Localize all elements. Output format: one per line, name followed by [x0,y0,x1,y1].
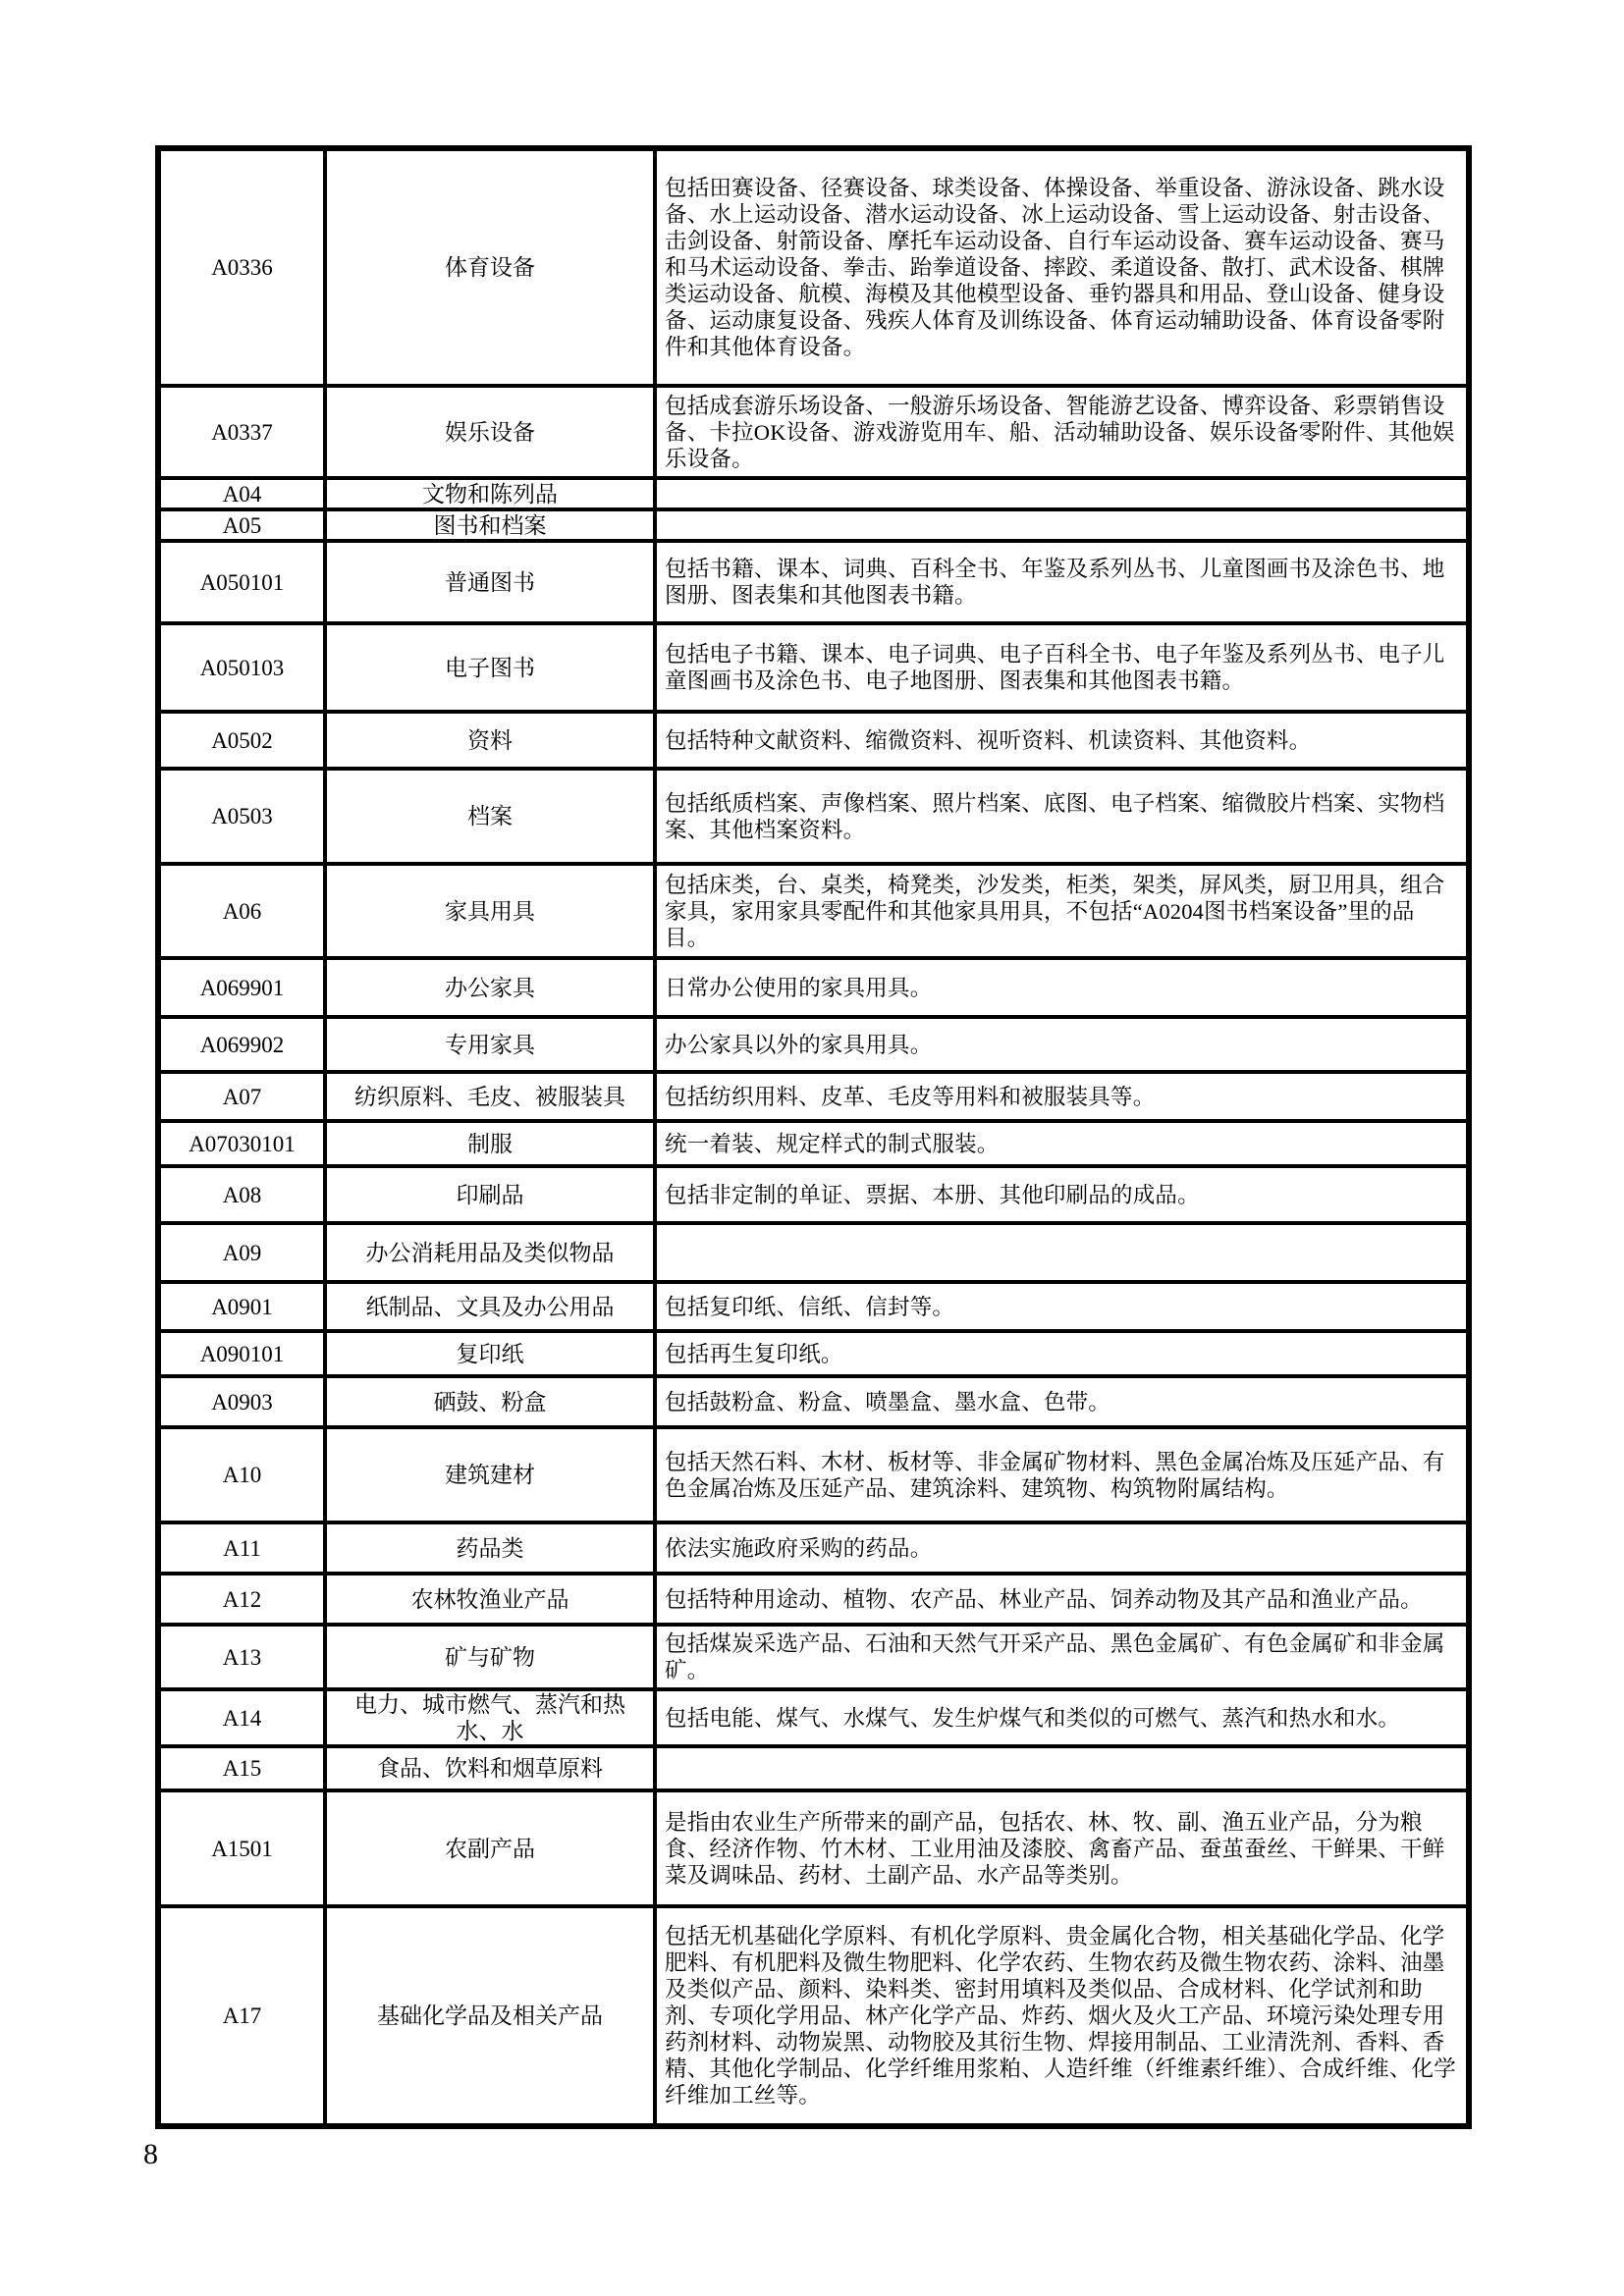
table-row [158,1574,1469,1625]
table-row [158,541,1469,623]
name-cell: 体育设备 [325,148,655,386]
table-row [158,1376,1469,1427]
table-row [158,1790,1469,1906]
description-cell: 包括特种用途动、植物、农产品、林业产品、饲养动物及其产品和渔业产品。 [655,1574,1469,1625]
description-cell: 包括鼓粉盒、粉盒、喷墨盒、墨水盒、色带。 [655,1376,1469,1427]
name-cell: 食品、饮料和烟草原料 [325,1746,655,1790]
table-row [158,769,1469,864]
table-row [158,386,1469,478]
name-cell: 纸制品、文具及办公用品 [325,1282,655,1331]
table-row [158,623,1469,712]
name-cell: 纺织原料、毛皮、被服装具 [325,1072,655,1121]
table-row [158,958,1469,1017]
code-cell: A0903 [158,1376,325,1427]
name-cell: 电力、城市燃气、蒸汽和热水、水 [325,1689,655,1746]
name-cell: 办公家具 [325,958,655,1017]
description-cell [655,1223,1469,1282]
name-cell: 农副产品 [325,1790,655,1906]
table-row [158,1522,1469,1574]
code-cell: A1501 [158,1790,325,1906]
name-cell: 复印纸 [325,1331,655,1376]
table-row [158,712,1469,769]
table-row [158,1072,1469,1121]
code-cell: A069901 [158,958,325,1017]
code-cell: A11 [158,1522,325,1574]
name-cell: 家具用具 [325,864,655,958]
description-cell: 依法实施政府采购的药品。 [655,1522,1469,1574]
classification-table [155,145,1472,2129]
code-cell: A090101 [158,1331,325,1376]
table-row [158,478,1469,509]
description-cell [655,509,1469,541]
description-cell: 包括电子书籍、课本、电子词典、电子百科全书、电子年鉴及系列丛书、电子儿童图画书及涂色书、电子地图册、图表集和其他图表书籍。 [655,623,1469,712]
name-cell: 图书和档案 [325,509,655,541]
table-row [158,1906,1469,2126]
code-cell: A05 [158,509,325,541]
code-cell: A17 [158,1906,325,2126]
description-cell: 包括再生复印纸。 [655,1331,1469,1376]
name-cell: 普通图书 [325,541,655,623]
name-cell: 资料 [325,712,655,769]
code-cell: A14 [158,1689,325,1746]
description-cell: 包括纸质档案、声像档案、照片档案、底图、电子档案、缩微胶片档案、实物档案、其他档案资料。 [655,769,1469,864]
table-row [158,1223,1469,1282]
table-row [158,1427,1469,1522]
table-row [158,509,1469,541]
description-cell: 统一着装、规定样式的制式服装。 [655,1121,1469,1166]
description-cell: 是指由农业生产所带来的副产品，包括农、林、牧、副、渔五业产品，分为粮食、经济作物、竹木材、工业用油及漆胶、禽畜产品、蚕茧蚕丝、干鲜果、干鲜菜及调味品、药材、土副产品、水产品等类别。 [655,1790,1469,1906]
name-cell: 文物和陈列品 [325,478,655,509]
table-row [158,1121,1469,1166]
code-cell: A12 [158,1574,325,1625]
table-row [158,1746,1469,1790]
code-cell: A09 [158,1223,325,1282]
code-cell: A15 [158,1746,325,1790]
description-cell: 包括非定制的单证、票据、本册、其他印刷品的成品。 [655,1166,1469,1223]
table-row [158,1166,1469,1223]
description-cell: 包括田赛设备、径赛设备、球类设备、体操设备、举重设备、游泳设备、跳水设备、水上运动设备、潜水运动设备、冰上运动设备、雪上运动设备、射击设备、击剑设备、射箭设备、摩托车运动设备、自行车运动设备、赛车运动设备、赛马和马术运动设备、拳击、跆拳道设备、摔跤、柔道设备、散打、武术设备、棋牌类运动设备、航模、海模及其他模型设备、垂钓器具和用品、登山设备、健身设备、运动康复设备、残疾人体育及训练设备、体育运动辅助设备、体育设备零附件和其他体育设备。 [655,148,1469,386]
name-cell: 电子图书 [325,623,655,712]
code-cell: A050103 [158,623,325,712]
code-cell: A0337 [158,386,325,478]
description-cell: 办公家具以外的家具用具。 [655,1017,1469,1072]
name-cell: 办公消耗用品及类似物品 [325,1223,655,1282]
table-row [158,1689,1469,1746]
code-cell: A04 [158,478,325,509]
code-cell: A0503 [158,769,325,864]
table-row [158,1282,1469,1331]
name-cell: 制服 [325,1121,655,1166]
code-cell: A0336 [158,148,325,386]
table-row [158,148,1469,386]
code-cell: A050101 [158,541,325,623]
page-number: 8 [143,2138,158,2170]
description-cell: 包括复印纸、信纸、信封等。 [655,1282,1469,1331]
name-cell: 专用家具 [325,1017,655,1072]
name-cell: 建筑建材 [325,1427,655,1522]
name-cell: 药品类 [325,1522,655,1574]
code-cell: A0502 [158,712,325,769]
description-cell: 包括书籍、课本、词典、百科全书、年鉴及系列丛书、儿童图画书及涂色书、地图册、图表集和其他图表书籍。 [655,541,1469,623]
code-cell: A07030101 [158,1121,325,1166]
table-row [158,1017,1469,1072]
name-cell: 硒鼓、粉盒 [325,1376,655,1427]
description-cell [655,1746,1469,1790]
table-row [158,864,1469,958]
code-cell: A06 [158,864,325,958]
description-cell: 包括无机基础化学原料、有机化学原料、贵金属化合物，相关基础化学品、化学肥料、有机肥料及微生物肥料、化学农药、生物农药及微生物农药、涂料、油墨及类似产品、颜料、染料类、密封用填料及类似品、合成材料、化学试剂和助剂、专项化学用品、林产化学产品、炸药、烟火及火工产品、环境污染处理专用药剂材料、动物炭黑、动物胶及其衍生物、焊接用制品、工业清洗剂、香料、香精、其他化学制品、化学纤维用浆粕、人造纤维（纤维素纤维）、合成纤维、化学纤维加工丝等。 [655,1906,1469,2126]
name-cell: 娱乐设备 [325,386,655,478]
description-cell: 包括成套游乐场设备、一般游乐场设备、智能游艺设备、博弈设备、彩票销售设备、卡拉OK设备、游戏游览用车、船、活动辅助设备、娱乐设备零附件、其他娱乐设备。 [655,386,1469,478]
description-cell: 包括电能、煤气、水煤气、发生炉煤气和类似的可燃气、蒸汽和热水和水。 [655,1689,1469,1746]
description-cell: 包括床类，台、桌类，椅凳类，沙发类，柜类，架类，屏风类，厨卫用具，组合家具，家用家具零配件和其他家具用具，不包括“A0204图书档案设备”里的品目。 [655,864,1469,958]
description-cell: 包括天然石料、木材、板材等、非金属矿物材料、黑色金属冶炼及压延产品、有色金属冶炼及压延产品、建筑涂料、建筑物、构筑物附属结构。 [655,1427,1469,1522]
description-cell [655,478,1469,509]
code-cell: A0901 [158,1282,325,1331]
table-row [158,1331,1469,1376]
description-cell: 包括煤炭采选产品、石油和天然气开采产品、黑色金属矿、有色金属矿和非金属矿。 [655,1625,1469,1689]
description-cell: 包括纺织用料、皮革、毛皮等用料和被服装具等。 [655,1072,1469,1121]
name-cell: 农林牧渔业产品 [325,1574,655,1625]
code-cell: A10 [158,1427,325,1522]
code-cell: A13 [158,1625,325,1689]
description-cell: 包括特种文献资料、缩微资料、视听资料、机读资料、其他资料。 [655,712,1469,769]
code-cell: A08 [158,1166,325,1223]
name-cell: 档案 [325,769,655,864]
name-cell: 基础化学品及相关产品 [325,1906,655,2126]
code-cell: A07 [158,1072,325,1121]
table-row [158,1625,1469,1689]
code-cell: A069902 [158,1017,325,1072]
name-cell: 矿与矿物 [325,1625,655,1689]
description-cell: 日常办公使用的家具用具。 [655,958,1469,1017]
name-cell: 印刷品 [325,1166,655,1223]
